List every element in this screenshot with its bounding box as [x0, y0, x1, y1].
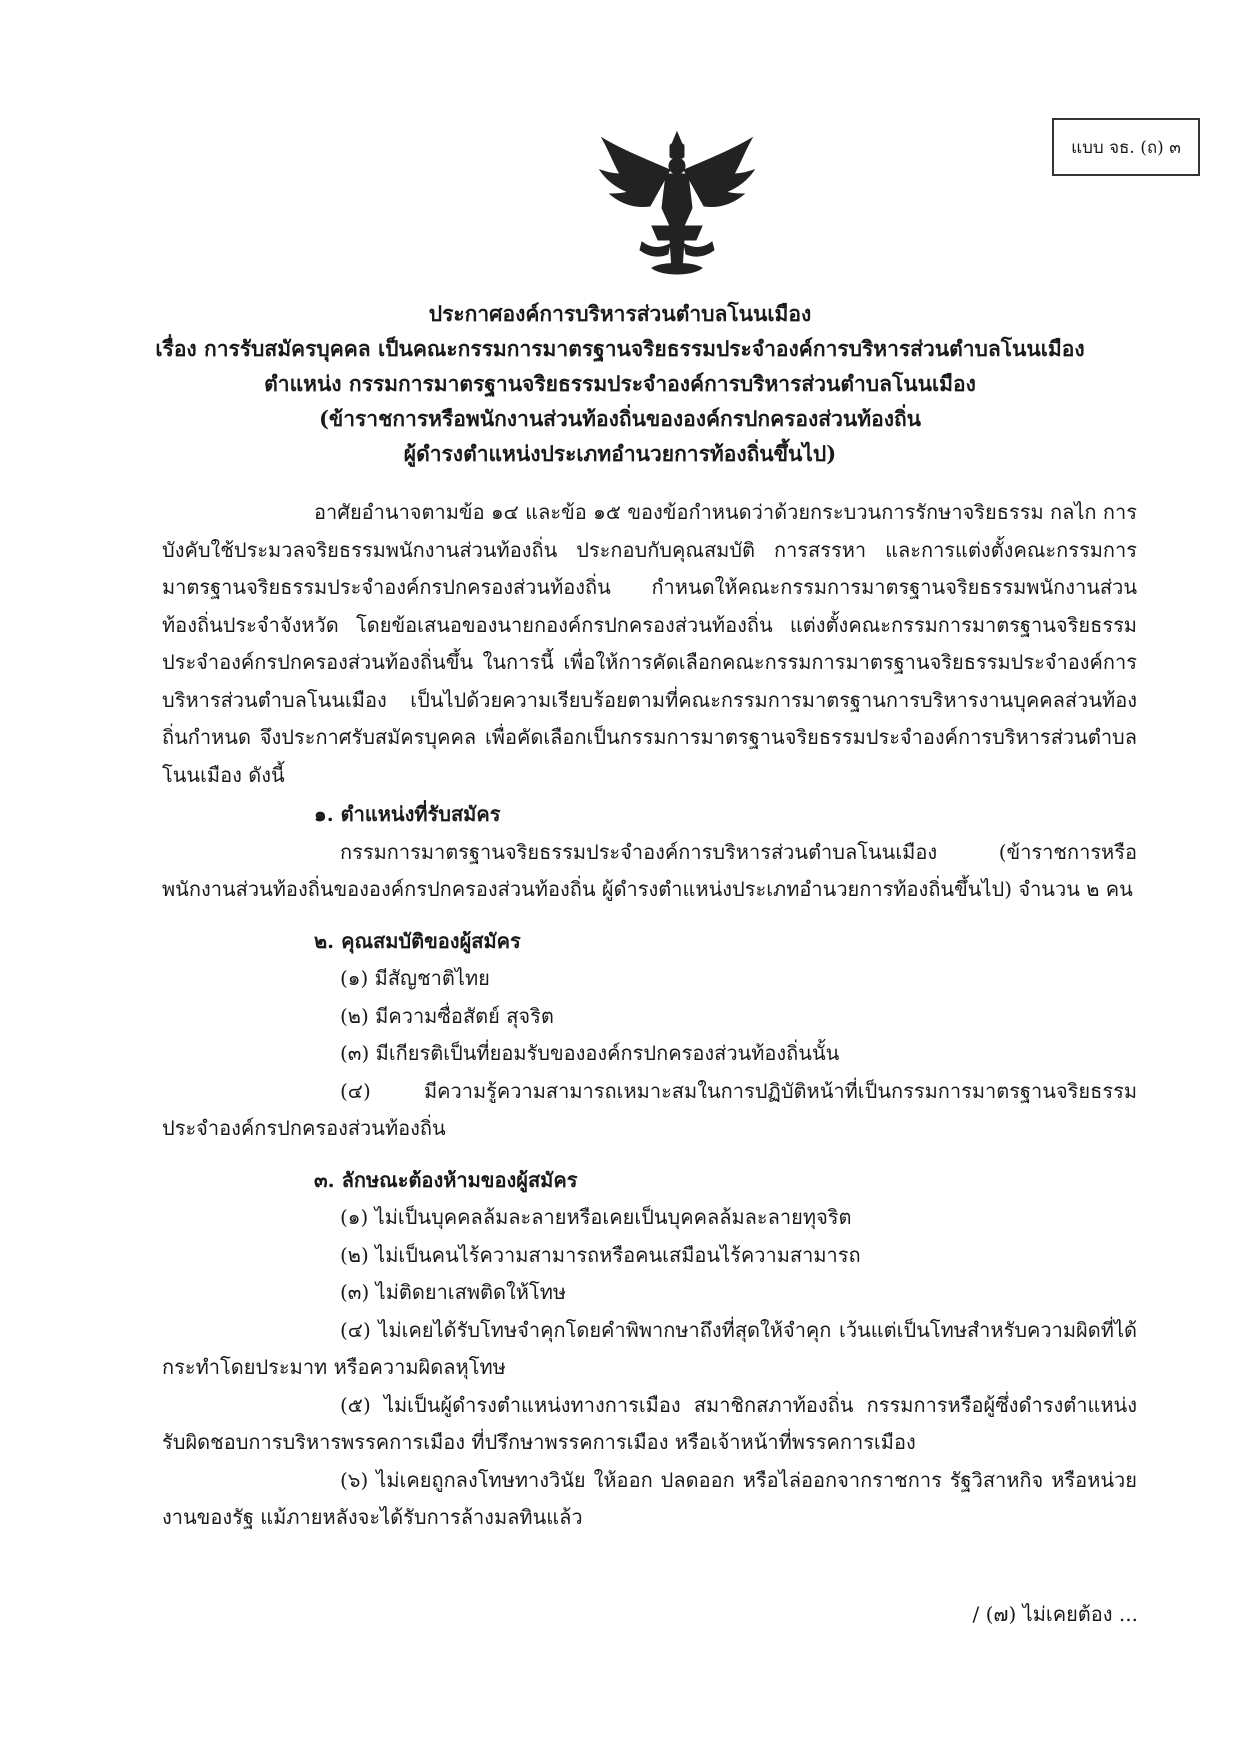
section-2-item: (๒) มีความซื่อสัตย์ สุจริต: [340, 1003, 554, 1028]
announcement-body: [162, 494, 1137, 1537]
section-1-title: ๑. ตำแหน่งที่รับสมัคร: [314, 802, 501, 826]
heading-line-4: (ข้าราชการหรือพนักงานส่วนท้องถิ่นขององค์กรปกครองส่วนท้องถิ่น: [318, 406, 922, 431]
section-2-title: ๒. คุณสมบัติของผู้สมัคร: [314, 928, 521, 953]
heading-line-2: เรื่อง การรับสมัครบุคคล เป็นคณะกรรมการมาตรฐานจริยธรรมประจำองค์การบริหารส่วนตำบลโนนเมือง: [155, 336, 1085, 361]
heading-line-5: ผู้ดำรงตำแหน่งประเภทอำนวยการท้องถิ่นขึ้นไป): [403, 441, 837, 466]
section-3-item: (๓) ไม่ติดยาเสพติดให้โทษ: [340, 1280, 567, 1304]
intro-paragraph: อาศัยอำนาจตามข้อ ๑๔ และข้อ ๑๕ ของข้อกำหนดว่าด้วยกระบวนการรักษาจริยธรรม กลไก การบังคับใช้ประมวลจริยธรรมพนักงานส่วนท้องถิ่น ประกอบกับคุณสมบัติ การสรรหา และการแต่งตั้งคณะกรรมการมาตรฐานจริยธรรมประจำองค์กรปกครองส่วนท้องถิ่น กำหนดให้คณะกรรมการมาตรฐานจริยธรรมพนักงานส่วนท้องถิ่นประจำจังหวัด โดยข้อเสนอของนายกองค์กรปกครองส่วนท้องถิ่น แต่งตั้งคณะกรรมการมาตรฐานจริยธรรมประจำองค์กรปกครองส่วนท้องถิ่นขึ้น ในการนี้ เพื่อให้การคัดเลือกคณะกรรมการมาตรฐานจริยธรรมประจำองค์การบริหารส่วนตำบลโนนเมือง เป็นไปด้วยความเรียบร้อยตามที่คณะกรรมการมาตรฐานการบริหารงานบุคคลส่วนท้องถิ่นกำหนด จึงประกาศรับสมัครบุคคล เพื่อคัดเลือกเป็นกรรมการมาตรฐานจริยธรรมประจำองค์การบริหารส่วนตำบลโนนเมือง ดังนี้: [162, 500, 1137, 787]
section-1-text: กรรมการมาตรฐานจริยธรรมประจำองค์การบริหารส่วนตำบลโนนเมือง (ข้าราชการหรือพนักงานส่วนท้องถิ่นขององค์กรปกครองส่วนท้องถิ่น ผู้ดำรงตำแหน่งประเภทอำนวยการท้องถิ่นขึ้นไป) จำนวน ๒ คน: [162, 839, 1137, 901]
section-2-item: (๔) มีความรู้ความสามารถเหมาะสมในการปฏิบัติหน้าที่เป็นกรรมการมาตรฐานจริยธรรมประจำองค์กรปกครองส่วนท้องถิ่น: [162, 1078, 1137, 1140]
section-3-item: (๑) ไม่เป็นบุคคลล้มละลายหรือเคยเป็นบุคคลล้มละลายทุจริต: [340, 1205, 852, 1229]
heading-line-3: ตำแหน่ง กรรมการมาตรฐานจริยธรรมประจำองค์การบริหารส่วนตำบลโนนเมือง: [264, 371, 976, 396]
section-2-item: (๑) มีสัญชาติไทย: [340, 966, 490, 990]
garuda-emblem-icon: [592, 130, 762, 280]
form-code-box: แบบ จธ. (ถ) ๓: [1052, 118, 1200, 176]
heading-line-1: ประกาศองค์การบริหารส่วนตำบลโนนเมือง: [428, 301, 812, 326]
section-3-item: (๕) ไม่เป็นผู้ดำรงตำแหน่งทางการเมือง สมาชิกสภาท้องถิ่น กรรมการหรือผู้ซึ่งดำรงตำแหน่งรับผิดชอบการบริหารพรรคการเมือง ที่ปรึกษาพรรคการเมือง หรือเจ้าหน้าที่พรรคการเมือง: [162, 1392, 1137, 1454]
section-3-item: (๒) ไม่เป็นคนไร้ความสามารถหรือคนเสมือนไร้ความสามารถ: [340, 1242, 861, 1267]
continued-on-next-page: / (๗) ไม่เคยต้อง ...: [972, 1602, 1138, 1626]
section-3-item: (๖) ไม่เคยถูกลงโทษทางวินัย ให้ออก ปลดออก หรือไล่ออกจากราชการ รัฐวิสาหกิจ หรือหน่วยงานของรัฐ แม้ภายหลังจะได้รับการล้างมลทินแล้ว: [162, 1467, 1137, 1529]
section-3-title: ๓. ลักษณะต้องห้ามของผู้สมัคร: [314, 1167, 578, 1192]
section-2-item: (๓) มีเกียรติเป็นที่ยอมรับขององค์กรปกครองส่วนท้องถิ่นนั้น: [340, 1041, 840, 1065]
announcement-heading: [120, 296, 1120, 471]
section-3-item: (๔) ไม่เคยได้รับโทษจำคุกโดยคำพิพากษาถึงที่สุดให้จำคุก เว้นแต่เป็นโทษสำหรับความผิดที่ได้กระทำโดยประมาท หรือความผิดลหุโทษ: [162, 1317, 1137, 1379]
